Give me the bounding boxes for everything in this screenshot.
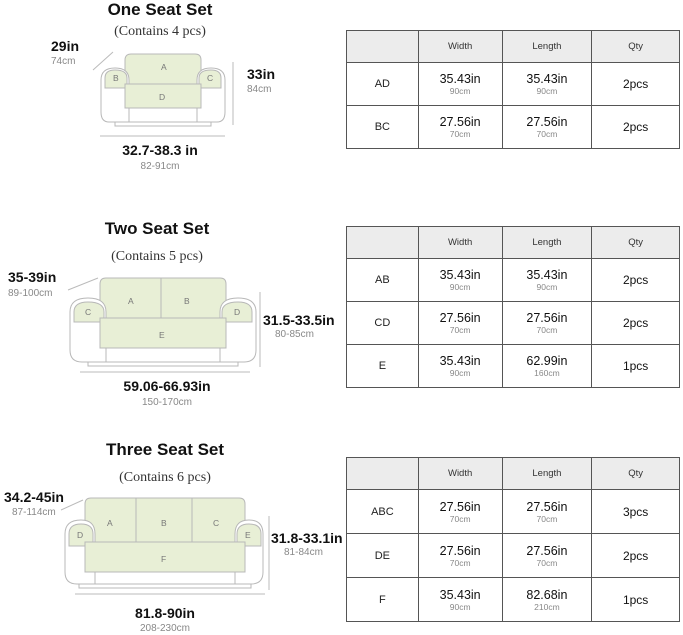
depth-in: 35-39in	[8, 269, 57, 285]
width-cm-value: 90cm	[449, 368, 471, 378]
length-in-value: 27.56in	[526, 115, 568, 129]
width-cm-value: 70cm	[449, 513, 471, 524]
header-width: Width	[418, 458, 502, 490]
length-in-value: 62.99in	[526, 354, 568, 368]
piece-label: D	[77, 530, 84, 540]
table-row	[347, 578, 680, 622]
qty-value: 2pcs	[592, 302, 680, 345]
table-row	[347, 534, 680, 578]
qty-value: 2pcs	[592, 259, 680, 302]
depth-in: 34.2-45in	[4, 489, 64, 505]
width-cm: 82-91cm	[140, 161, 180, 172]
qty-value: 3pcs	[592, 490, 680, 534]
piece-name: CD	[347, 302, 419, 345]
depth-cm: 89-100cm	[8, 288, 53, 299]
piece-label: E	[245, 530, 251, 540]
piece-name: ABC	[347, 490, 419, 534]
qty-value: 2pcs	[592, 106, 680, 149]
three-seat-size-table	[346, 457, 680, 622]
depth-cm: 74cm	[51, 56, 76, 67]
piece-name: BC	[347, 106, 419, 149]
length-cm-value: 70cm	[536, 557, 558, 568]
width-cm-value: 70cm	[449, 129, 471, 139]
length-in-value: 27.56in	[526, 499, 568, 514]
width-in-value: 27.56in	[439, 311, 481, 325]
table-row	[347, 106, 680, 149]
header-width: Width	[418, 227, 502, 259]
length-in-value: 27.56in	[526, 311, 568, 325]
two-seat-sofa-illustration	[60, 272, 270, 382]
header-width: Width	[418, 31, 502, 63]
table-row	[347, 490, 680, 534]
piece-label: D	[159, 92, 166, 102]
piece-label: E	[159, 330, 165, 340]
section-title: One Seat Set	[107, 0, 213, 19]
piece-label: B	[113, 73, 119, 83]
header-length: Length	[502, 227, 592, 259]
piece-label: B	[184, 296, 190, 306]
height-in: 31.5-33.5in	[263, 312, 335, 328]
table-row	[347, 345, 680, 388]
table-row	[347, 302, 680, 345]
qty-value: 2pcs	[592, 534, 680, 578]
length-cm-value: 70cm	[536, 325, 558, 335]
width-in-value: 27.56in	[439, 115, 481, 129]
height-cm: 81-84cm	[284, 547, 323, 558]
piece-name: F	[347, 578, 419, 622]
section-title: Three Seat Set	[105, 440, 225, 459]
piece-name: DE	[347, 534, 419, 578]
length-in-value: 27.56in	[526, 543, 568, 558]
height-cm: 80-85cm	[275, 329, 314, 340]
one-seat-size-table	[346, 30, 680, 149]
header-length: Length	[502, 31, 592, 63]
qty-value: 1pcs	[592, 578, 680, 622]
length-cm-value: 210cm	[534, 601, 560, 612]
piece-label: B	[161, 518, 167, 528]
depth-cm: 87-114cm	[12, 507, 56, 518]
width-in: 32.7-38.3 in	[122, 142, 198, 158]
width-cm-value: 90cm	[449, 86, 471, 96]
depth-in: 29in	[51, 38, 80, 54]
length-cm-value: 70cm	[536, 129, 558, 139]
width-cm-value: 90cm	[449, 282, 471, 292]
piece-label: A	[128, 296, 134, 306]
piece-label: A	[161, 62, 167, 72]
width-in-value: 35.43in	[439, 72, 481, 86]
width-in-value: 27.56in	[439, 543, 481, 558]
width-in-value: 35.43in	[439, 268, 481, 282]
width-cm: 208-230cm	[139, 623, 191, 634]
width-in-value: 35.43in	[439, 587, 481, 602]
length-cm-value: 160cm	[534, 368, 560, 378]
two-seat-size-table	[346, 226, 680, 388]
length-cm-value: 90cm	[536, 86, 558, 96]
height-cm: 84cm	[247, 84, 272, 95]
section-contains: (Contains 4 pcs)	[114, 24, 206, 39]
header-qty: Qty	[592, 227, 680, 259]
table-row	[347, 259, 680, 302]
piece-name: E	[347, 345, 419, 388]
piece-label: C	[207, 73, 214, 83]
width-in-value: 35.43in	[439, 354, 481, 368]
length-cm-value: 70cm	[536, 513, 558, 524]
width-cm-value: 70cm	[449, 557, 471, 568]
table-row	[347, 63, 680, 106]
piece-label: C	[213, 518, 220, 528]
section-contains: (Contains 6 pcs)	[119, 470, 211, 485]
piece-label: C	[85, 307, 92, 317]
height-in: 31.8-33.1in	[271, 530, 343, 546]
piece-label: D	[234, 307, 241, 317]
height-in: 33in	[247, 66, 276, 82]
piece-name: AD	[347, 63, 419, 106]
one-seat-sofa-illustration	[85, 40, 245, 145]
piece-label: F	[161, 554, 167, 564]
header-qty: Qty	[592, 458, 680, 490]
section-title: Two Seat Set	[104, 219, 210, 238]
qty-value: 2pcs	[592, 63, 680, 106]
width-in-value: 27.56in	[439, 499, 481, 514]
piece-name: AB	[347, 259, 419, 302]
length-in-value: 35.43in	[526, 268, 568, 282]
piece-label: A	[107, 518, 113, 528]
header-length: Length	[502, 458, 592, 490]
three-seat-sofa-illustration	[55, 492, 280, 604]
width-cm-value: 90cm	[449, 601, 471, 612]
width-cm-value: 70cm	[449, 325, 471, 335]
qty-value: 1pcs	[592, 345, 680, 388]
width-cm: 150-170cm	[141, 397, 193, 408]
length-in-value: 82.68in	[526, 587, 568, 602]
length-in-value: 35.43in	[526, 72, 568, 86]
width-in: 81.8-90in	[135, 605, 195, 621]
header-qty: Qty	[592, 31, 680, 63]
length-cm-value: 90cm	[536, 282, 558, 292]
width-in: 59.06-66.93in	[123, 378, 211, 394]
section-contains: (Contains 5 pcs)	[111, 249, 203, 264]
